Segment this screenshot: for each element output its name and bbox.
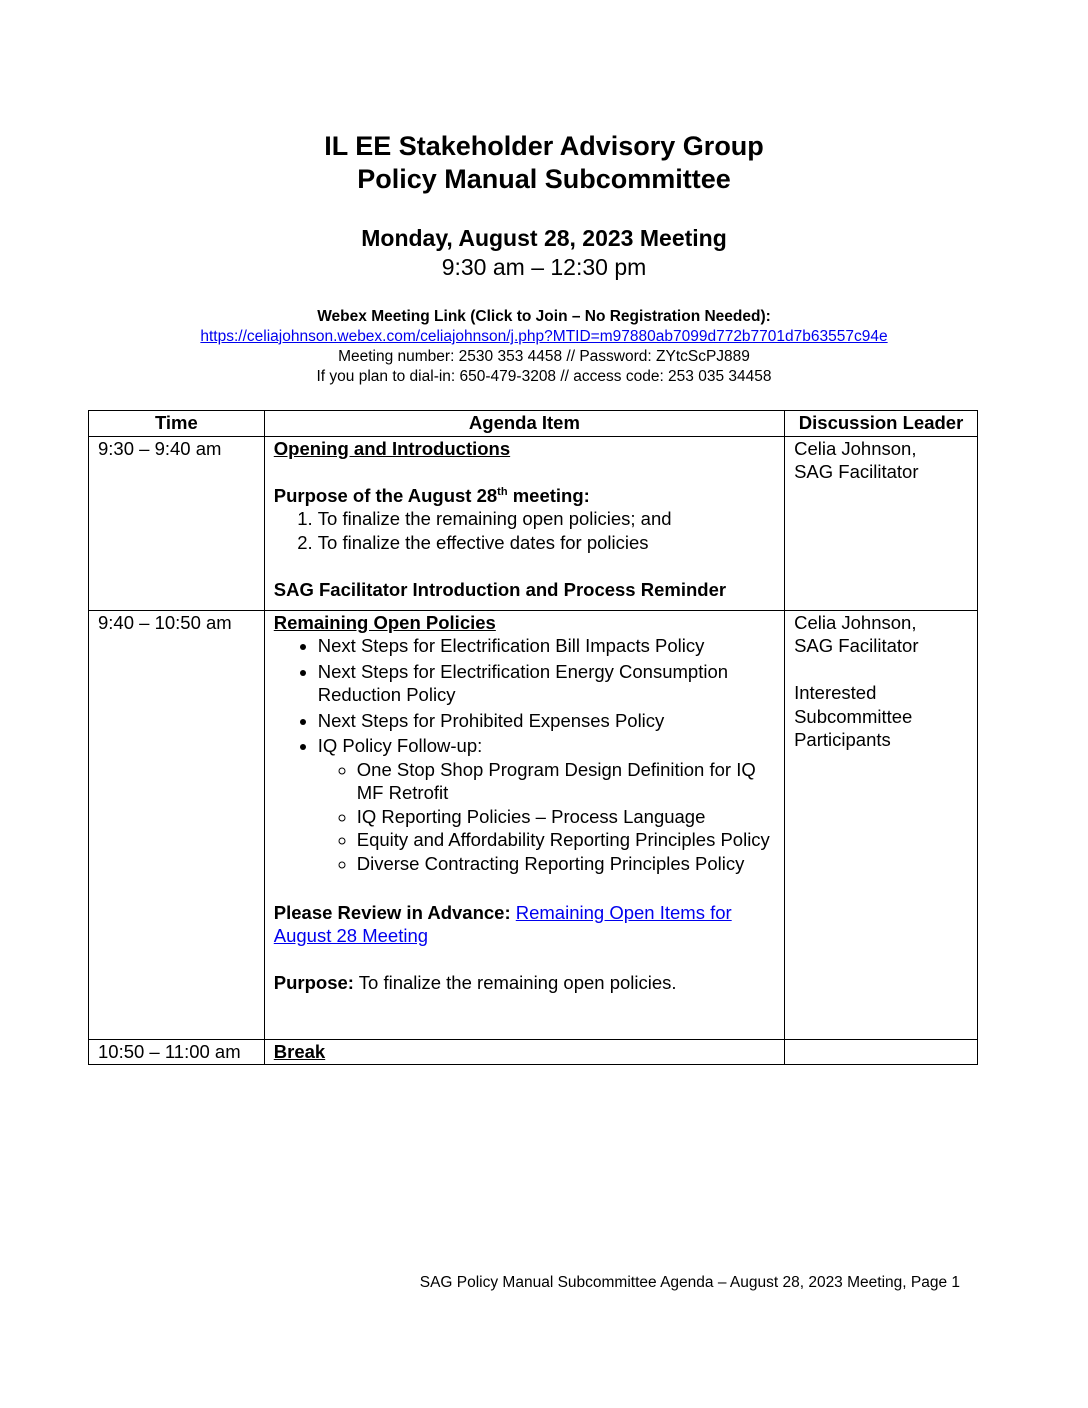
- item-heading: Opening and Introductions: [273, 437, 511, 459]
- leader-participants-line1: Interested: [794, 682, 877, 703]
- review-document-link[interactable]: Remaining Open Items for August 28 Meeting: [273, 901, 732, 946]
- header-discussion-leader: Discussion Leader: [785, 411, 978, 437]
- iq-followup-label: IQ Policy Follow-up:: [317, 735, 483, 756]
- meeting-date: Monday, August 28, 2023 Meeting: [361, 225, 727, 251]
- leader-role: SAG Facilitator: [794, 635, 919, 656]
- document-title: IL EE Stakeholder Advisory Group: [324, 131, 764, 161]
- row-agenda-item: [264, 610, 784, 1039]
- list-item: 1. To finalize the remaining open policies; and: [318, 507, 775, 531]
- purpose-line: [274, 971, 775, 995]
- list-item: • Next Steps for Electrification Bill Impacts Policy: [318, 634, 775, 658]
- dial-in-info: If you plan to dial-in: 650-479-3208 // access code: 253 035 34458: [316, 368, 772, 385]
- leader-name: Celia Johnson,: [794, 611, 917, 633]
- iq-sub-list: [318, 758, 775, 876]
- table-header-row: [89, 411, 978, 437]
- table-row: [89, 1039, 978, 1065]
- table-row: [89, 436, 978, 610]
- row-leader: [785, 610, 978, 1039]
- list-item: • Next Steps for Prohibited Expenses Policy: [318, 709, 775, 733]
- review-label: Please Review in Advance:: [273, 901, 511, 923]
- list-item: • Next Steps for Electrification Energy Consumption Reduction Policy: [318, 660, 775, 707]
- row-agenda-item: [264, 436, 784, 610]
- purpose-list: [274, 507, 775, 554]
- purpose-prefix: Purpose of the August 28: [273, 484, 498, 506]
- purpose-suffix: meeting:: [507, 484, 590, 506]
- item-heading: Remaining Open Policies: [273, 611, 496, 633]
- webex-heading: Webex Meeting Link (Click to Join – No Registration Needed):: [317, 308, 771, 325]
- row-leader: [785, 1039, 978, 1065]
- policy-list: [274, 634, 775, 875]
- leader-name: Celia Johnson,: [794, 437, 917, 459]
- leader-participants-line2: Subcommittee: [794, 705, 913, 727]
- row-time: 10:50 – 11:00 am: [89, 1039, 265, 1065]
- sub-list-item: ◦ Equity and Affordability Reporting Principles Policy: [357, 828, 775, 852]
- header-agenda-item: Agenda Item: [264, 411, 784, 437]
- item-heading: Break: [273, 1040, 326, 1062]
- row-agenda-item: [264, 1039, 784, 1065]
- list-item: 2. To finalize the effective dates for policies: [318, 531, 775, 555]
- leader-participants-line3: Participants: [794, 729, 891, 750]
- leader-role: SAG Facilitator: [794, 461, 919, 482]
- row-leader: [785, 436, 978, 610]
- webex-link-line: [0, 327, 1088, 347]
- sub-list-item: ◦ IQ Reporting Policies – Process Language: [357, 805, 775, 829]
- row-time: 9:30 – 9:40 am: [89, 436, 265, 610]
- row-time: 9:40 – 10:50 am: [89, 610, 265, 1039]
- purpose-text: To finalize the remaining open policies.: [358, 972, 677, 993]
- document-subtitle: Policy Manual Subcommittee: [357, 164, 731, 194]
- table-row: [89, 610, 978, 1039]
- webex-link[interactable]: https://celiajohnson.webex.com/celiajohnson/j.php?MTID=m97880ab7099d772b7701d7b63557c94e: [200, 328, 888, 345]
- page-footer: SAG Policy Manual Subcommittee Agenda – August 28, 2023 Meeting, Page 1: [419, 1274, 960, 1291]
- list-item: [318, 734, 775, 875]
- purpose-line: [274, 484, 775, 508]
- meeting-time: 9:30 am – 12:30 pm: [441, 254, 647, 280]
- sub-list-item: ◦ One Stop Shop Program Design Definition for IQ MF Retrofit: [357, 758, 775, 805]
- agenda-table: [88, 410, 978, 1065]
- review-line: [274, 901, 775, 948]
- purpose-label: Purpose:: [273, 972, 354, 993]
- header-time: Time: [89, 411, 265, 437]
- sub-list-item: ◦ Diverse Contracting Reporting Principles Policy: [357, 852, 775, 876]
- meeting-number: Meeting number: 2530 353 4458 // Password: ZYtcScPJ889: [338, 348, 750, 365]
- purpose-superscript: th: [497, 485, 508, 498]
- facilitator-intro: SAG Facilitator Introduction and Process Reminder: [273, 578, 727, 600]
